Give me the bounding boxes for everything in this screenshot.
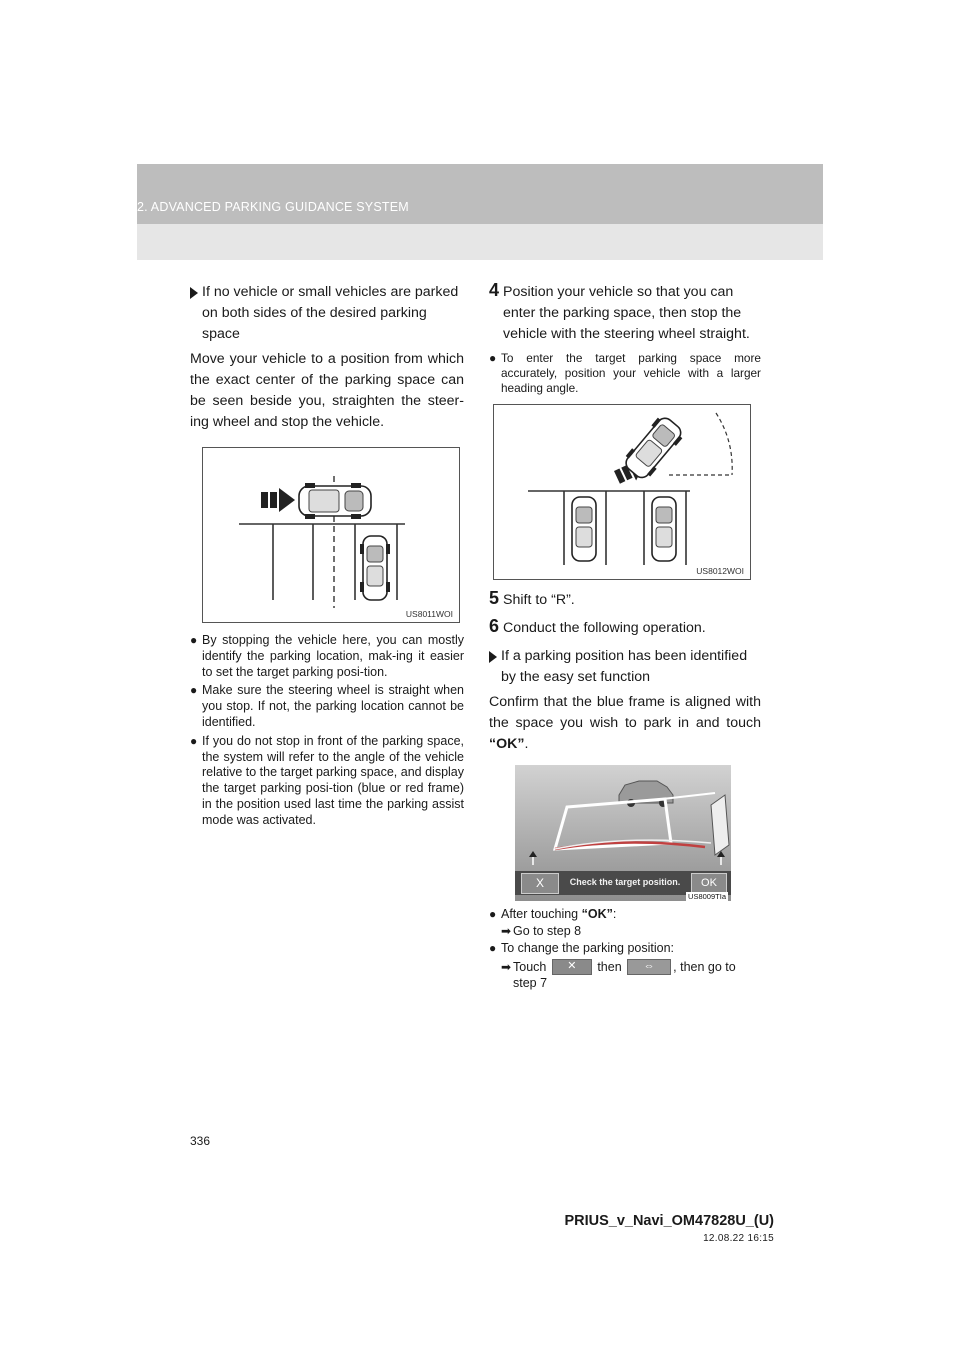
list-item: ● To change the parking position: (489, 940, 675, 955)
bullet-dot-icon: ● (190, 733, 198, 748)
step-6: 6 Conduct the following operation. (489, 616, 706, 636)
section-title: 2. ADVANCED PARKING GUIDANCE SYSTEM (137, 200, 409, 214)
list-item: ● Make sure the steering wheel is straight when you stop. If not, the parking location cannot be identified. (190, 683, 464, 729)
arrow-right-icon: ➡ (501, 923, 512, 938)
arrow-icon (261, 488, 295, 512)
list-item: ● By stopping the vehicle here, you can mostly identify the parking location, mak-ing it easier to set the target parking posi-tion. (190, 633, 464, 679)
left-bullets (190, 633, 464, 829)
bullet-dot-icon: ● (489, 351, 497, 365)
right-paragraph: Confirm that the blue frame is aligned with the space you wish to park in and touch “OK”. (489, 694, 761, 752)
cancel-x-button[interactable]: X (521, 873, 559, 894)
ok-button[interactable]: OK (691, 873, 727, 894)
triangle-bullet-icon (489, 651, 497, 663)
go-to-step-8: ➡ Go to step 8 (501, 923, 582, 938)
x-button-icon: ✕ (552, 959, 592, 975)
step-5: 5 Shift to “R”. (489, 588, 575, 608)
left-column (190, 282, 464, 832)
bullet-dot-icon: ● (489, 907, 497, 921)
reset-position-button-icon: ⇔ (627, 959, 671, 975)
step-number: 5 (489, 588, 500, 608)
step4-note: ● To enter the target parking space more accurately, position your vehicle with a larger heading angle. (489, 351, 761, 395)
right-bullets (489, 907, 761, 991)
step-4: 4 Position your vehicle so that you can enter the parking space, then stop the vehicle with the steering wheel straight. (489, 280, 750, 342)
right-subhead: If a parking position has been identified by the easy set function (489, 646, 761, 688)
screen-message: Check the target position. (569, 877, 681, 887)
bullet-dot-icon: ● (190, 683, 198, 698)
parking-diagram-2 (494, 405, 750, 579)
bullet-dot-icon: ● (489, 940, 497, 955)
page-number: 336 (190, 1134, 211, 1148)
timestamp: 12.08.22 16:15 (703, 1233, 774, 1244)
list-item: ● If you do not stop in front of the parking space, the system will refer to the angle of the vehicle relative to the target parking space, and display the target parking posi-tion (blue or red frame) in the position used last time the parking assist mode was activated. (190, 733, 464, 827)
arrow-right-icon: ➡ (501, 959, 512, 974)
figure-code: US8012WOI (696, 566, 744, 576)
document-id: PRIUS_v_Navi_OM47828U_(U) (564, 1213, 774, 1229)
triangle-bullet-icon (190, 287, 198, 299)
step-number: 6 (489, 616, 500, 636)
step-number: 4 (489, 280, 500, 300)
figure-code: US8009TIa (688, 892, 726, 901)
camera-screen-figure (515, 765, 731, 901)
right-column (489, 282, 761, 991)
list-item: ● After touching “OK”: (489, 907, 617, 921)
header-band (137, 164, 823, 224)
figure-angled-vehicle (493, 404, 751, 580)
figure-parking-alongside (202, 447, 460, 623)
left-subhead: If no vehicle or small vehicles are parked on both sides of the desired parking space (190, 282, 464, 345)
figure-code: US8011WOI (405, 609, 453, 619)
bullet-dot-icon: ● (190, 633, 198, 647)
left-paragraph: Move your vehicle to a position from which the exact center of the parking space can be seen beside you, straighten the steer-ing wheel and stop the vehicle. (190, 351, 464, 430)
go-to-step-7: ➡ Touch ✕ then ⇔ , then go to step 7 (501, 959, 736, 991)
parking-diagram-1 (203, 448, 459, 622)
page-header (137, 164, 823, 260)
